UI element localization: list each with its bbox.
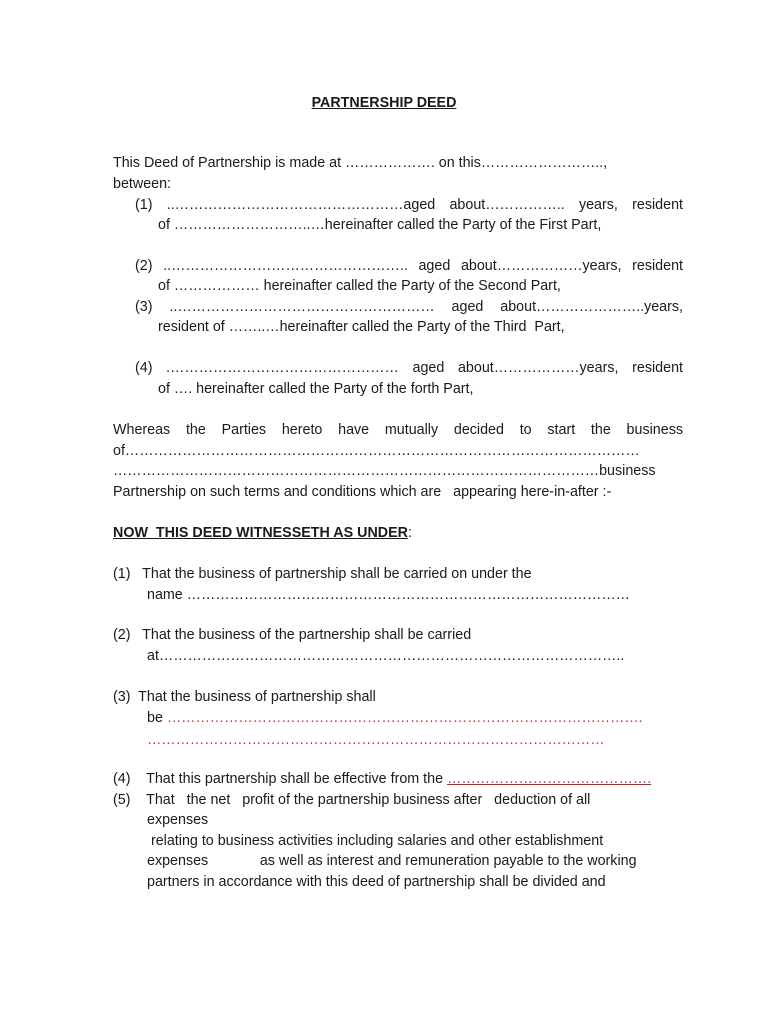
preamble-line-1: This Deed of Partnership is made at ………………. on this……………………..,: [113, 155, 608, 171]
clause-4-text: (4) That this partnership shall be effective from the: [113, 771, 448, 787]
party-2-line-1: (2) ..………………………………………….. aged about………………years, resident: [135, 258, 683, 274]
clause-2-line-1: (2) That the business of the partnership shall be carried: [113, 627, 472, 643]
party-3-line-2: resident of ……..…hereinafter called the Party of the Third Part,: [158, 319, 565, 335]
party-1-line-1: (1) ..…………………………………………aged about…………….. years, resident: [135, 197, 683, 213]
clause-5-line-1: (5) That the net profit of the partnership business after deduction of all: [113, 792, 591, 808]
whereas-line-3: …………………………………………………………………………………………business: [113, 463, 656, 479]
whereas-line-1: Whereas the Parties hereto have mutually decided to start the business: [113, 422, 683, 438]
witness-heading: NOW THIS DEED WITNESSETH AS UNDER: [113, 525, 408, 541]
party-3-line-1: (3) ..……………………………………………… aged about…………………..years,: [135, 299, 683, 315]
party-4-line-2: of …. hereinafter called the Party of the forth Part,: [158, 381, 474, 397]
clause-1-line-1: (1) That the business of partnership shall be carried on under the: [113, 566, 532, 582]
party-4-line-1: (4) .………………………………………… aged about………………years, resident: [135, 360, 683, 376]
clause-5-line-4: expenses as well as interest and remuneration payable to the working: [147, 853, 637, 869]
page-title: PARTNERSHIP DEED: [311, 95, 457, 111]
clause-1-line-2: name …………………………………………………………………………………: [147, 587, 630, 603]
clause-5-line-5: partners in accordance with this deed of partnership shall be divided and: [147, 874, 606, 890]
clause-5-line-2: expenses: [147, 812, 209, 828]
party-2-line-2: of ……………… hereinafter called the Party of the Second Part,: [158, 278, 561, 294]
clause-3-line-2: [147, 709, 643, 727]
preamble-line-2: between:: [113, 176, 172, 192]
whereas-line-4: Partnership on such terms and conditions which are appearing here-in-after :-: [113, 484, 612, 500]
clause-3-be: be: [147, 710, 163, 726]
whereas-line-2: of………………………………………………………………………………………………: [113, 443, 640, 459]
clause-5-line-3: relating to business activities including salaries and other establishment: [147, 833, 604, 849]
clause-3-blank-2: ……………………………………………………………………………………: [147, 732, 605, 748]
witness-colon: :: [407, 525, 412, 541]
party-1-line-2: of ………………………..…hereinafter called the Party of the First Part,: [158, 217, 602, 233]
clause-4-blank: …………………………………….: [447, 771, 652, 787]
clause-4-line: [113, 770, 651, 788]
witness-heading-line: [113, 524, 412, 542]
clause-3-line-1: (3) That the business of partnership shall: [113, 689, 376, 705]
clause-2-line-2: at……………………………………………………………………………………..: [147, 648, 625, 664]
clause-3-blank-1: ……………………………………………………………………………………….: [162, 710, 643, 726]
